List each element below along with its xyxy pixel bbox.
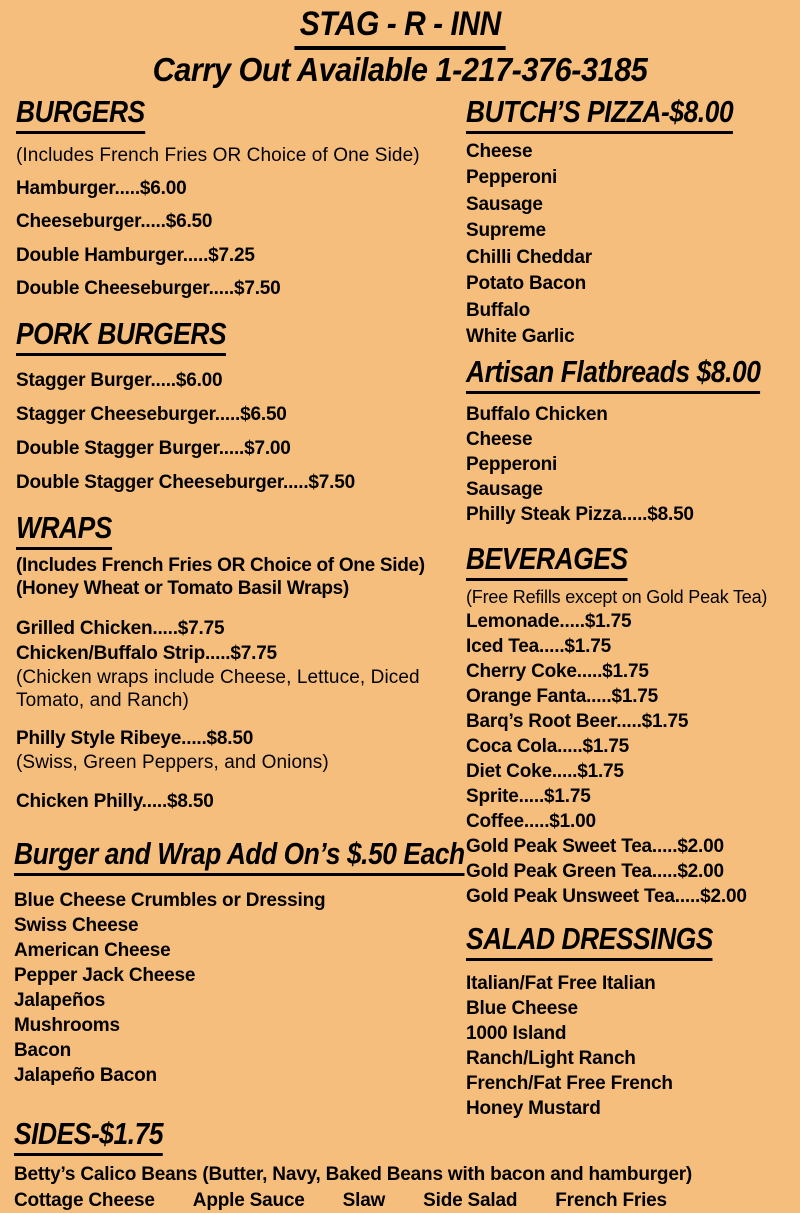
flatbreads-heading: Artisan Flatbreads $8.00: [466, 356, 760, 394]
dressings-heading: SALAD DRESSINGS: [466, 923, 713, 961]
menu-item: French Fries: [555, 1189, 667, 1211]
section-pork-burgers: [16, 318, 460, 500]
menu-item: Apple Sauce: [192, 1189, 305, 1211]
menu-item: Buffalo: [466, 299, 531, 321]
menu-item: Cheese: [466, 428, 533, 450]
menu-item: Stagger Cheeseburger.....$6.50: [16, 403, 287, 425]
menu-item: Side Salad: [423, 1189, 518, 1211]
pork-burgers-items: [16, 364, 460, 500]
burgers-heading: BURGERS: [16, 96, 145, 134]
menu-item: Cheeseburger.....$6.50: [16, 211, 213, 233]
addons-heading: Burger and Wrap Add On’s $.50 Each: [14, 838, 465, 876]
menu-item: Supreme: [466, 220, 546, 242]
section-pizza: [466, 96, 800, 351]
dressings-items: [466, 971, 800, 1121]
menu-header: [0, 0, 800, 88]
menu-item: Orange Fanta.....$1.75: [466, 685, 659, 707]
menu-item: Pepperoni: [466, 453, 558, 475]
section-sides: [14, 1118, 794, 1213]
menu-item: Cheese: [466, 140, 533, 162]
menu-item: Mushrooms: [14, 1014, 120, 1036]
menu-item: Blue Cheese: [466, 997, 578, 1019]
menu-item: Slaw: [342, 1189, 386, 1211]
menu-item: Buffalo Chicken: [466, 403, 608, 425]
menu-item: Double Hamburger.....$7.25: [16, 244, 255, 266]
menu-item: Chicken Philly.....$8.50: [16, 790, 214, 812]
wraps-heading: WRAPS: [16, 512, 112, 550]
menu-item: American Cheese: [14, 939, 171, 961]
beverages-note: (Free Refills except on Gold Peak Tea): [466, 586, 768, 607]
menu-item: Gold Peak Green Tea.....$2.00: [466, 860, 724, 882]
menu-item: Sausage: [466, 478, 543, 500]
menu-item: Double Cheeseburger.....$7.50: [16, 278, 281, 300]
page-title: STAG - R - INN: [294, 7, 506, 50]
menu-item: Philly Steak Pizza.....$8.50: [466, 503, 694, 525]
menu-item: Gold Peak Sweet Tea.....$2.00: [466, 835, 724, 857]
menu-item: Coca Cola.....$1.75: [466, 735, 630, 757]
menu-item: Sausage: [466, 193, 543, 215]
menu-item: Gold Peak Unsweet Tea.....$2.00: [466, 885, 747, 907]
menu-item: Blue Cheese Crumbles or Dressing: [14, 889, 326, 911]
menu-item: Sprite.....$1.75: [466, 785, 591, 807]
menu-note: (Chicken wraps include Cheese, Lettuce, Diced Tomato, and Ranch): [16, 666, 420, 711]
sides-heading: SIDES-$1.75: [14, 1118, 163, 1156]
menu-item: Coffee.....$1.00: [466, 810, 596, 832]
wraps-notes: [16, 554, 466, 600]
menu-item: Bacon: [14, 1039, 72, 1061]
menu-item: Double Stagger Burger.....$7.00: [16, 437, 291, 459]
menu-note: (Includes French Fries OR Choice of One Side): [16, 554, 425, 576]
section-burgers: [16, 96, 460, 306]
section-beverages: [466, 543, 800, 909]
menu-item: Iced Tea.....$1.75: [466, 635, 611, 657]
pizza-heading: BUTCH’S PIZZA-$8.00: [466, 96, 733, 134]
menu-item: Diet Coke.....$1.75: [466, 760, 624, 782]
carryout-phone-line: Carry Out Available 1-217-376-3185: [152, 50, 648, 88]
section-flatbreads: [466, 356, 800, 527]
burgers-note: (Includes French Fries OR Choice of One Side): [16, 144, 420, 166]
menu-item: Double Stagger Cheeseburger.....$7.50: [16, 471, 355, 493]
menu-item: Philly Style Ribeye.....$8.50: [16, 727, 254, 749]
pork-burgers-heading: PORK BURGERS: [16, 318, 226, 356]
menu-item: Stagger Burger.....$6.00: [16, 369, 223, 391]
burgers-items: [16, 172, 460, 306]
section-wraps: [16, 512, 466, 814]
menu-item: Hamburger.....$6.00: [16, 177, 187, 199]
menu-item: Chicken/Buffalo Strip.....$7.75: [16, 642, 277, 664]
section-dressings: [466, 923, 800, 1121]
menu-note: (Honey Wheat or Tomato Basil Wraps): [16, 577, 349, 599]
beverages-heading: BEVERAGES: [466, 543, 628, 581]
menu-item: Grilled Chicken.....$7.75: [16, 617, 225, 639]
menu-item: Jalapeño Bacon: [14, 1064, 157, 1086]
beverages-items: [466, 609, 800, 909]
menu-item: Cottage Cheese: [14, 1189, 155, 1211]
menu-item: Italian/Fat Free Italian: [466, 972, 656, 994]
menu-item: Swiss Cheese: [14, 914, 139, 936]
menu-item: French/Fat Free French: [466, 1072, 673, 1094]
menu-item: Chilli Cheddar: [466, 246, 592, 268]
menu-item: Cherry Coke.....$1.75: [466, 660, 649, 682]
section-addons: [14, 838, 484, 1088]
sides-items-row: [14, 1188, 794, 1213]
sides-beans-line: Betty’s Calico Beans (Butter, Navy, Baked Beans with bacon and hamburger): [14, 1163, 693, 1185]
menu-item: Pepperoni: [466, 167, 558, 189]
menu-item: 1000 Island: [466, 1022, 567, 1044]
menu-item: Jalapeños: [14, 989, 106, 1011]
menu-item: Barq’s Root Beer.....$1.75: [466, 710, 689, 732]
flatbreads-items: [466, 402, 800, 527]
menu-item: Lemonade.....$1.75: [466, 610, 632, 632]
menu-item: Ranch/Light Ranch: [466, 1047, 636, 1069]
menu-item: Pepper Jack Cheese: [14, 964, 196, 986]
menu-note: (Swiss, Green Peppers, and Onions): [16, 751, 329, 773]
menu-item: Honey Mustard: [466, 1097, 601, 1119]
menu-item: White Garlic: [466, 326, 575, 348]
addons-items: [14, 888, 484, 1088]
menu-item: Potato Bacon: [466, 273, 587, 295]
pizza-items: [466, 139, 800, 351]
